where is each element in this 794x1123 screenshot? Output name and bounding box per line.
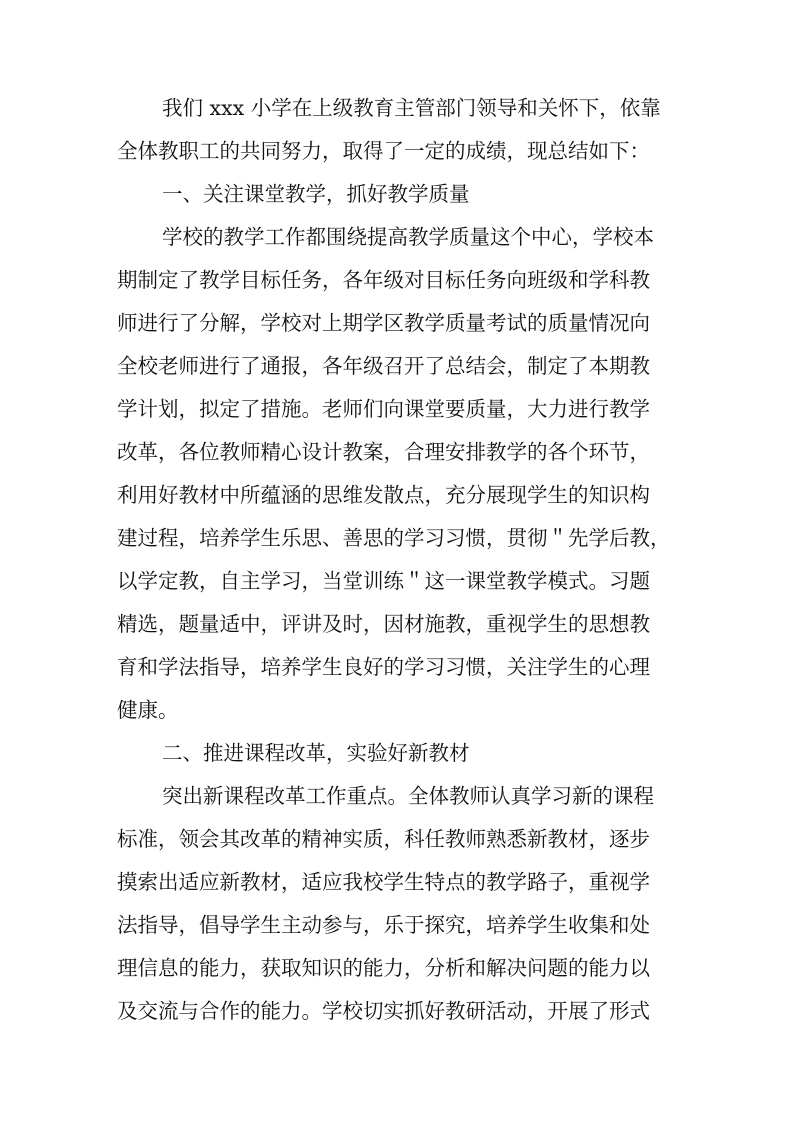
- paragraph-2-line-4: 法指导，倡导学生主动参与，乐于探究，培养学生收集和处: [117, 913, 650, 937]
- section-heading-2: 二、推进课程改革，实验好新教材: [162, 741, 470, 765]
- section-heading-1: 一、关注课堂教学，抓好教学质量: [162, 182, 470, 206]
- paragraph-1-line-4: 全校老师进行了通报，各年级召开了总结会，制定了本期教: [117, 354, 650, 378]
- paragraph-2-line-3: 摸索出适应新教材，适应我校学生特点的教学路子，重视学: [117, 870, 650, 894]
- paragraph-1-line-2: 期制定了教学目标任务，各年级对目标任务向班级和学科教: [117, 268, 650, 292]
- paragraph-1-line-1: 学校的教学工作都围绕提高教学质量这个中心，学校本: [162, 225, 654, 249]
- paragraph-intro-line-2: 全体教职工的共同努力，取得了一定的成绩，现总结如下：: [117, 139, 650, 163]
- paragraph-1-line-9: 以学定教，自主学习，当堂训练＂这一课堂教学模式。习题: [117, 569, 650, 593]
- paragraph-1-line-7: 利用好教材中所蕴涵的思维发散点，充分展现学生的知识构: [117, 483, 650, 507]
- paragraph-1-line-8: 建过程，培养学生乐思、善思的学习习惯，贯彻＂先学后教，: [117, 526, 671, 550]
- paragraph-2-line-5: 理信息的能力，获取知识的能力，分析和解决问题的能力以: [117, 956, 650, 980]
- paragraph-1-line-11: 育和学法指导，培养学生良好的学习习惯，关注学生的心理: [117, 655, 650, 679]
- paragraph-2-line-2: 标准，领会其改革的精神实质，科任教师熟悉新教材，逐步: [117, 827, 650, 851]
- paragraph-2-line-1: 突出新课程改革工作重点。全体教师认真学习新的课程: [162, 784, 654, 808]
- paragraph-intro-line-1: 我们 xxx 小学在上级教育主管部门领导和关怀下，依靠: [162, 96, 661, 120]
- paragraph-1-line-5: 学计划，拟定了措施。老师们向课堂要质量，大力进行教学: [117, 397, 650, 421]
- paragraph-2-line-6: 及交流与合作的能力。学校切实抓好教研活动，开展了形式: [117, 999, 650, 1023]
- paragraph-1-line-12: 健康。: [117, 698, 179, 722]
- paragraph-1-line-3: 师进行了分解，学校对上期学区教学质量考试的质量情况向: [117, 311, 650, 335]
- paragraph-1-line-10: 精选，题量适中，评讲及时，因材施教，重视学生的思想教: [117, 612, 650, 636]
- paragraph-1-line-6: 改革，各位教师精心设计教案，合理安排教学的各个环节，: [117, 440, 650, 464]
